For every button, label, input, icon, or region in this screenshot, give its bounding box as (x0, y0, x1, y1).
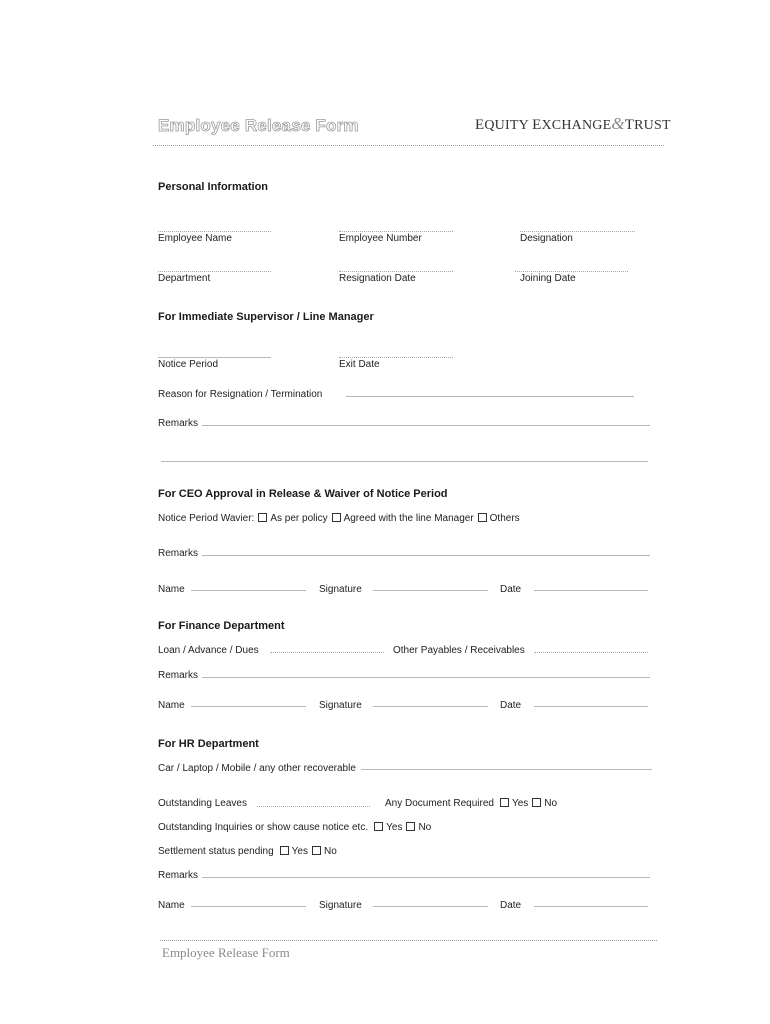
supervisor-remarks-field[interactable] (202, 425, 650, 426)
employee-name-label: Employee Name (158, 233, 232, 244)
ceo-remarks-field[interactable] (202, 555, 650, 556)
as-per-policy-checkbox[interactable] (258, 513, 267, 522)
employee-number-field[interactable] (339, 231, 453, 232)
resignation-date-label: Resignation Date (339, 273, 416, 284)
doc-required-no-checkbox[interactable] (532, 798, 541, 807)
header-divider (153, 145, 664, 146)
notice-period-label: Notice Period (158, 359, 219, 370)
inquiries-no-checkbox[interactable] (406, 822, 415, 831)
hr-name-field[interactable] (191, 906, 306, 907)
settlement-row (158, 846, 337, 857)
inquiries-no-label: No (418, 822, 432, 833)
doc-required-yes-label: Yes (511, 798, 529, 809)
hr-name-label: Name (158, 900, 185, 911)
finance-remarks-label: Remarks (158, 670, 199, 681)
ceo-date-field[interactable] (534, 590, 648, 591)
agreed-line-manager-checkbox[interactable] (332, 513, 341, 522)
doc-required-label: Any Document Required (385, 798, 494, 809)
outstanding-leaves-label: Outstanding Leaves (158, 798, 247, 809)
footer-divider (160, 940, 657, 941)
other-payables-label: Other Payables / Receivables (393, 645, 525, 656)
employee-name-field[interactable] (158, 231, 271, 232)
settlement-no-label: No (323, 846, 337, 857)
finance-signature-field[interactable] (373, 706, 488, 707)
page-title: Employee Release Form (158, 116, 359, 135)
finance-name-field[interactable] (191, 706, 306, 707)
inquiries-label: Outstanding Inquiries or show cause notice etc. (158, 822, 369, 833)
settlement-no-checkbox[interactable] (312, 846, 321, 855)
doc-required-yes-checkbox[interactable] (500, 798, 509, 807)
ceo-name-field[interactable] (191, 590, 306, 591)
others-checkbox[interactable] (478, 513, 487, 522)
loan-field[interactable] (270, 652, 384, 653)
exit-date-label: Exit Date (339, 359, 380, 370)
footer-title: Employee Release Form (162, 945, 290, 960)
section-heading-personal: Personal Information (158, 181, 269, 193)
hr-signature-label: Signature (319, 900, 362, 911)
ceo-date-label: Date (500, 584, 522, 595)
outstanding-leaves-field[interactable] (257, 806, 370, 807)
joining-date-field[interactable] (515, 271, 628, 272)
exit-date-field[interactable] (339, 357, 453, 358)
recoverable-field[interactable] (361, 769, 652, 770)
section-heading-finance: For Finance Department (158, 620, 285, 632)
notice-period-field[interactable] (158, 357, 271, 358)
settlement-yes-label: Yes (291, 846, 308, 857)
supervisor-remarks-field-2[interactable] (161, 461, 648, 462)
other-payables-field[interactable] (534, 652, 648, 653)
hr-date-field[interactable] (534, 906, 648, 907)
finance-date-label: Date (500, 700, 522, 711)
supervisor-remarks-label: Remarks (158, 418, 199, 429)
as-per-policy-label: As per policy (270, 513, 328, 524)
inquiries-row (158, 822, 431, 833)
joining-date-label: Joining Date (520, 273, 576, 284)
section-heading-ceo: For CEO Approval in Release & Waiver of Notice Period (158, 488, 448, 500)
section-heading-hr: For HR Department (158, 738, 259, 750)
ceo-signature-label: Signature (319, 584, 362, 595)
ceo-remarks-label: Remarks (158, 548, 199, 559)
hr-remarks-label: Remarks (158, 870, 199, 881)
recoverable-label: Car / Laptop / Mobile / any other recoverable (158, 763, 356, 774)
doc-required-row (385, 798, 557, 809)
notice-wavier-row (158, 513, 520, 524)
hr-date-label: Date (500, 900, 522, 911)
finance-remarks-field[interactable] (202, 677, 650, 678)
others-label: Others (489, 513, 520, 524)
doc-required-no-label: No (544, 798, 558, 809)
ceo-name-label: Name (158, 584, 185, 595)
department-label: Department (158, 273, 211, 284)
settlement-yes-checkbox[interactable] (280, 846, 289, 855)
finance-name-label: Name (158, 700, 185, 711)
loan-label: Loan / Advance / Dues (158, 645, 259, 656)
finance-date-field[interactable] (534, 706, 648, 707)
section-heading-supervisor: For Immediate Supervisor / Line Manager (158, 311, 374, 323)
company-logo: EQUITY EXCHANGE&TRUST (475, 114, 671, 133)
ceo-signature-field[interactable] (373, 590, 488, 591)
resignation-date-field[interactable] (339, 271, 453, 272)
settlement-label: Settlement status pending (158, 846, 274, 857)
department-field[interactable] (158, 271, 271, 272)
hr-signature-field[interactable] (373, 906, 488, 907)
notice-wavier-label: Notice Period Wavier: (158, 513, 255, 524)
inquiries-yes-checkbox[interactable] (374, 822, 383, 831)
finance-signature-label: Signature (319, 700, 362, 711)
agreed-line-manager-label: Agreed with the line Manager (343, 513, 474, 524)
reason-field[interactable] (346, 396, 634, 397)
hr-remarks-field[interactable] (202, 877, 650, 878)
employee-number-label: Employee Number (339, 233, 422, 244)
designation-label: Designation (520, 233, 573, 244)
reason-label: Reason for Resignation / Termination (158, 389, 323, 400)
designation-field[interactable] (520, 231, 635, 232)
inquiries-yes-label: Yes (386, 822, 403, 833)
